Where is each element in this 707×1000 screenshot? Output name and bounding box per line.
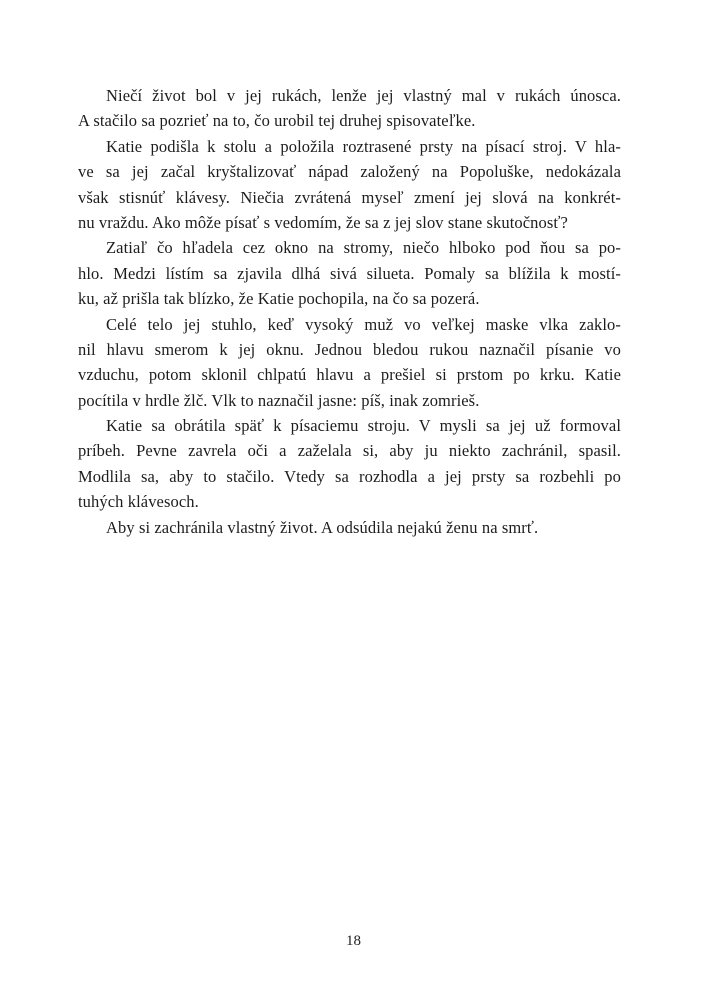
text-line: Katie podišla k stolu a položila roztrasené prsty na písací stroj. V hla- [106, 136, 621, 156]
paragraph [78, 312, 621, 414]
text-line: Niečí život bol v jej rukách, lenže jej vlastný mal v rukách únosca. [106, 86, 621, 105]
text-line: vzduchu, potom sklonil chlpatú hlavu a prešiel si prstom po krku. Katie [78, 365, 621, 385]
text-line: ku, až prišla tak blízko, že Katie pochopila, na čo sa pozerá. [78, 289, 480, 309]
paragraph [78, 235, 621, 311]
text-line: hlo. Medzi lístím sa zjavila dlhá sivá silueta. Pomaly sa blížila k mostí- [78, 263, 621, 283]
text-line: nil hlavu smerom k jej oknu. Jednou bledou rukou naznačil písanie vo [78, 339, 621, 359]
paragraph [78, 413, 621, 515]
paragraph [78, 83, 621, 134]
text-line: ve sa jej začal kryštalizovať nápad založený na Popoluške, nedokázala [78, 162, 621, 182]
text-line: príbeh. Pevne zavrela oči a zaželala si, aby ju niekto zachránil, spasil. [78, 441, 621, 461]
text-line: tuhých klávesoch. [78, 492, 199, 512]
text-line: však stisnúť klávesy. Niečia zvrátená myseľ zmení jej slová na konkrét- [78, 187, 621, 207]
text-line: Aby si zachránila vlastný život. A odsúdila nejakú ženu na smrť. [106, 517, 539, 537]
text-line: nu vraždu. Ako môže písať s vedomím, že sa z jej slov stane skutočnosť? [78, 212, 568, 232]
text-line: Zatiaľ čo hľadela cez okno na stromy, niečo hlboko pod ňou sa po- [106, 238, 621, 258]
text-line: Modlila sa, aby to stačilo. Vtedy sa rozhodla a jej prsty sa rozbehli po [78, 466, 621, 486]
text-line: pocítila v hrdle žlč. Vlk to naznačil jasne: píš, inak zomrieš. [78, 390, 480, 410]
text-line: Katie sa obrátila späť k písaciemu stroju. V mysli sa jej už formoval [106, 416, 621, 436]
paragraph [78, 515, 621, 540]
text-line: Celé telo jej stuhlo, keď vysoký muž vo veľkej maske vlka zaklo- [106, 314, 621, 334]
paragraph [78, 134, 621, 236]
body-text [78, 83, 621, 540]
text-line: A stačilo sa pozrieť na to, čo urobil tej druhej spisovateľke. [78, 111, 476, 131]
page-number: 18 [346, 933, 361, 949]
